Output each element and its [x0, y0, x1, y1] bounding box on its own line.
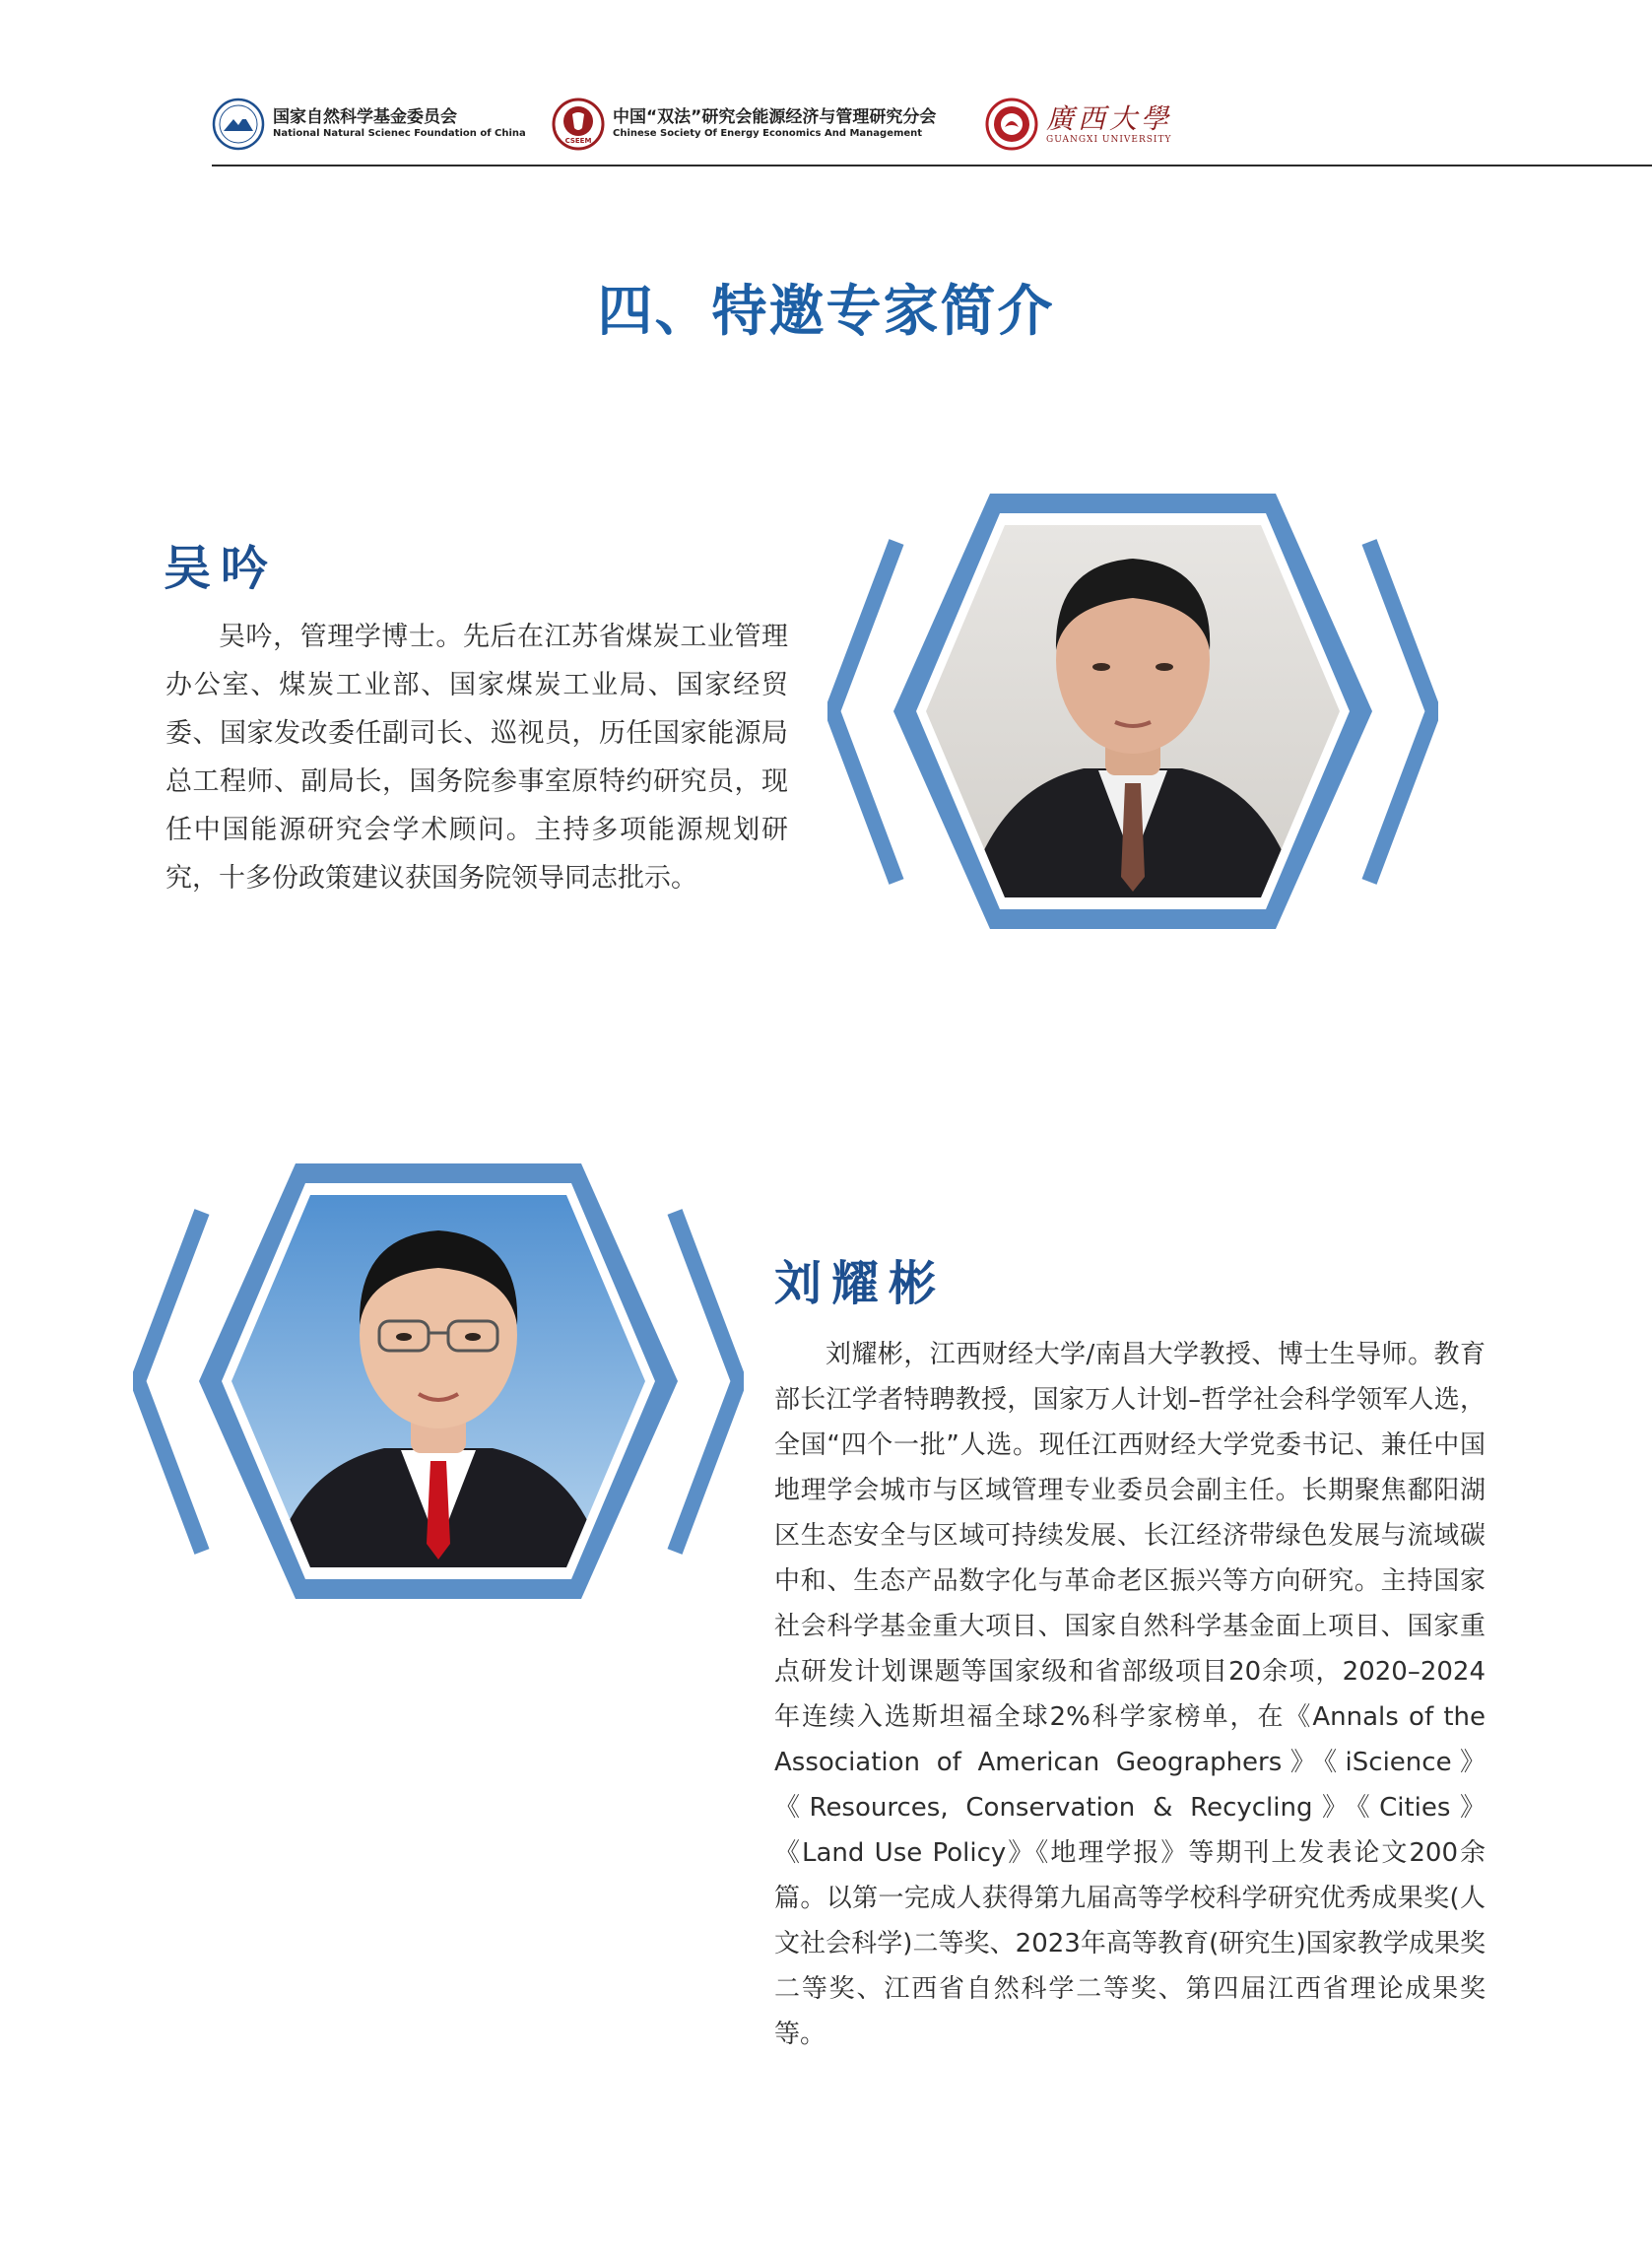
expert-bio-text: 吴吟，管理学博士。先后在江苏省煤炭工业管理办公室、煤炭工业部、国家煤炭工业局、国家经贸委、国家发改委任副司长、巡视员，历任国家能源局总工程师、副局长，国务院参事室原特约研究员，现任中国能源研究会学术顾问。主持多项能源规划研究，十多份政策建议获国务院领导同志批示。 — [165, 622, 788, 894]
gxu-logo — [985, 95, 1172, 154]
expert-bio-text: 刘耀彬，江西财经大学/南昌大学教授、博士生导师。教育部长江学者特聘教授，国家万人计划–哲学社会科学领军人选，全国“四个一批”人选。现任江西财经大学党委书记、兼任中国地理学会城市与区域管理专业委员会副主任。长期聚焦鄱阳湖区生态安全与区域可持续发展、长江经济带绿色发展与流域碳中和、生态产品数字化与革命老区振兴等方向研究。主持国家社会科学基金重大项目、国家自然科学基金面上项目、国家重点研发计划课题等国家级和省部级项目20余项，2020–2024年连续入选斯坦福全球2%科学家榜单，在《Annals of the Association of American Geographers》《iScience》《Resources, Conservation & Recycling》《Cities》《Land Use Policy》《地理学报》等期刊上发表论文200余篇。以第一完成人获得第九届高等学校科学研究优秀成果奖(人文社会科学)二等奖、2023年高等教育(研究生)国家教学成果奖二等奖、江西省自然科学二等奖、第四届江西省理论成果奖等。 — [774, 1340, 1486, 2049]
page-number: 32 — [256, 2140, 280, 2161]
section-title: 四、特邀专家简介 — [597, 280, 1055, 344]
expert-portrait — [827, 488, 1438, 936]
hexagon-photo-frame — [133, 1158, 744, 1606]
expert-name: 刘耀彬 — [774, 1256, 947, 1311]
gxu-name-cn: 廣西大學 — [1046, 101, 1173, 135]
cseem-name-cn: 中国“双法”研究会能源经济与管理研究分会 — [613, 107, 937, 128]
gxu-name-en: GUANGXI UNIVERSITY — [1046, 134, 1172, 145]
expert-bio — [165, 613, 788, 902]
nsfc-logo — [212, 95, 526, 154]
cseem-name-en: Chinese Society Of Energy Economics And Management — [613, 128, 923, 140]
nsfc-emblem-icon — [212, 98, 265, 151]
nsfc-name-en: National Natural Scienec Foundation of China — [273, 128, 526, 140]
expert-name: 吴吟 — [164, 541, 279, 596]
header-divider — [212, 165, 1652, 166]
expert-portrait — [133, 1158, 744, 1606]
gxu-emblem-icon — [985, 98, 1038, 151]
expert-bio — [774, 1332, 1486, 2057]
cseem-logo — [552, 95, 936, 154]
page-header — [0, 0, 1652, 167]
hexagon-photo-frame — [827, 488, 1438, 936]
cseem-emblem-icon — [552, 98, 605, 151]
nsfc-name-cn: 国家自然科学基金委员会 — [273, 107, 457, 128]
cseem-badge: CSEEM — [564, 137, 592, 145]
